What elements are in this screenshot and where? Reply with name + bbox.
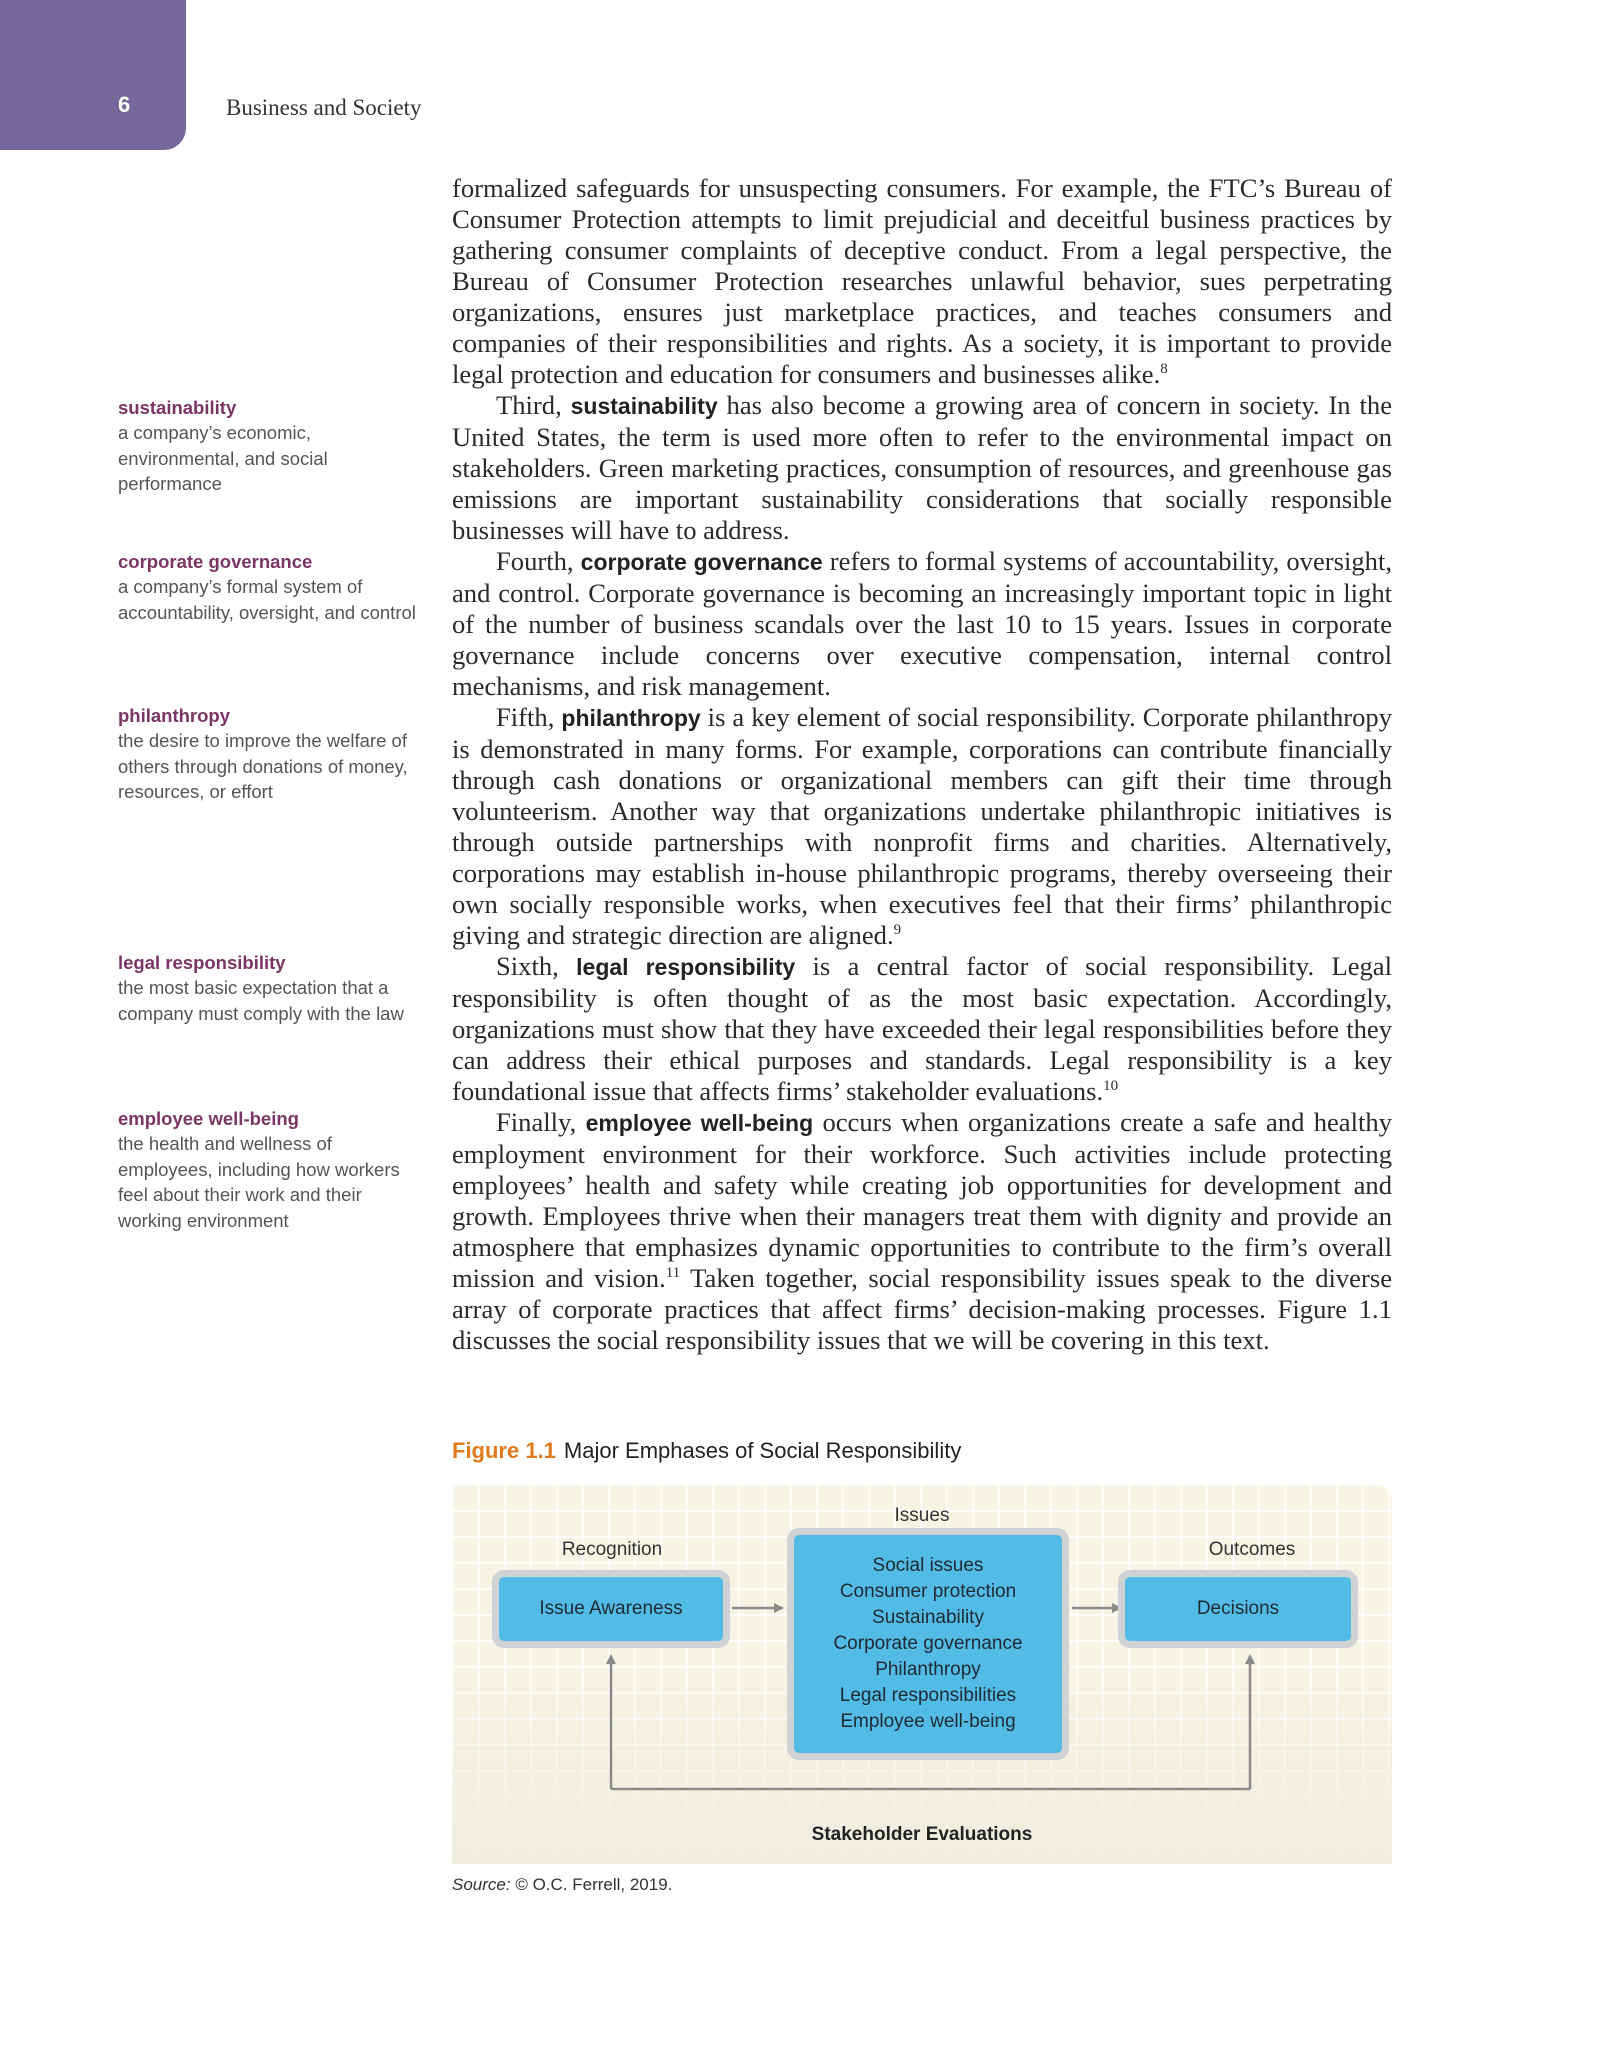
paragraph-sustainability: Third, sustainability has also become a growing area of concern in society. In the United States, the term is used more often to refer to the environmental impact on stakeholders. Green marketing practices, consumption of resources, and greenhouse gas emissions are important sustainability considerations that socially responsible businesses will have to address. bbox=[452, 390, 1392, 545]
issue-item: Consumer protection bbox=[839, 1581, 1017, 1602]
glossary-entry-sustainability bbox=[118, 396, 428, 497]
label-issues: Issues bbox=[894, 1505, 950, 1526]
keyword-corporate-governance: corporate governance bbox=[580, 549, 823, 575]
label-stakeholder-evaluations: Stakeholder Evaluations bbox=[811, 1824, 1033, 1845]
glossary-term: corporate governance bbox=[118, 551, 313, 572]
page-number: 6 bbox=[118, 92, 131, 117]
glossary-term: philanthropy bbox=[118, 705, 231, 726]
social-responsibility-diagram bbox=[452, 1484, 1392, 1864]
issue-item: Legal responsibilities bbox=[839, 1685, 1017, 1706]
glossary-definition: a company’s formal system of accountability, oversight, and control bbox=[118, 576, 416, 623]
issue-item: Employee well-being bbox=[840, 1711, 1016, 1732]
figure-source: Source: © O.C. Ferrell, 2019. bbox=[452, 1875, 673, 1894]
footnote-ref: 11 bbox=[665, 1265, 681, 1282]
figure-title: Major Emphases of Social Responsibility bbox=[563, 1438, 962, 1463]
footnote-ref: 10 bbox=[1103, 1078, 1119, 1095]
keyword-employee-well-being: employee well-being bbox=[585, 1110, 814, 1136]
label-outcomes: Outcomes bbox=[1208, 1539, 1296, 1560]
glossary-definition: a company’s economic, environmental, and social performance bbox=[118, 422, 328, 494]
paragraph-philanthropy: Fifth, philanthropy is a key element of social responsibility. Corporate philanthropy is demonstrated in many forms. For example, corporations can contribute financially through cash donations or organizational members can gift their time through volunteerism. Another way that organizations undertake philanthropic initiatives is through outside partnerships with nonprofit firms and charities. Alternatively, corporations may establish in-house philanthropic programs, thereby overseeing their own socially responsible works, when executives feel that their firms’ philanthropic giving and strategic direction are aligned.$^9$ bbox=[452, 702, 1392, 950]
keyword-sustainability: sustainability bbox=[570, 393, 718, 419]
glossary-term: sustainability bbox=[118, 397, 237, 418]
glossary-term: employee well-being bbox=[118, 1108, 299, 1129]
glossary-definition: the desire to improve the welfare of others through donations of money, resources, or effort bbox=[118, 730, 408, 802]
keyword-philanthropy: philanthropy bbox=[561, 705, 701, 731]
issue-item: Sustainability bbox=[872, 1607, 984, 1628]
body-text bbox=[452, 173, 1392, 1356]
footnote-ref: 8 bbox=[1160, 361, 1168, 378]
paragraph-corporate-governance: Fourth, corporate governance refers to formal systems of accountability, oversight, and control. Corporate governance is becoming an increasingly important topic in light of the number of business scandals over the last 10 to 15 years. Issues in corporate governance include concerns over executive compensation, internal control mechanisms, and risk management. bbox=[452, 546, 1392, 701]
issue-item: Philanthropy bbox=[875, 1659, 981, 1680]
glossary-entry-corporate-governance bbox=[118, 550, 428, 625]
running-head: Business and Society bbox=[226, 95, 422, 120]
figure-caption bbox=[452, 1438, 961, 1464]
issue-item: Social issues bbox=[872, 1555, 984, 1576]
box-decisions: Decisions bbox=[1118, 1570, 1358, 1648]
box-issue-awareness: Issue Awareness bbox=[492, 1570, 730, 1648]
issue-item: Corporate governance bbox=[833, 1633, 1023, 1654]
keyword-legal-responsibility: legal responsibility bbox=[576, 954, 796, 980]
paragraph-legal-responsibility: Sixth, legal responsibility is a central factor of social responsibility. Legal responsibility is often thought of as the most basic expectation. Accordingly, organizations must show that they have exceeded their legal responsibilities before they can address their ethical purposes and standards. Legal responsibility is a key foundational issue that affects firms’ stakeholder evaluations.$^{10}$ bbox=[452, 951, 1392, 1106]
glossary-definition: the health and wellness of employees, including how workers feel about their work and their working environment bbox=[118, 1133, 400, 1231]
paragraph-consumer-protection: formalized safeguards for unsuspecting consumers. For example, the FTC’s Bureau of Consumer Protection attempts to limit prejudicial and deceitful business practices by gathering consumer complaints of deceptive conduct. From a legal perspective, the Bureau of Consumer Protection researches unlawful behavior, sues perpetrating organizations, ensures just marketplace practices, and teaches consumers and companies of their responsibilities and rights. As a society, it is important to provide legal protection and education for consumers and businesses alike.$^8$ bbox=[452, 173, 1392, 389]
glossary-term: legal responsibility bbox=[118, 952, 286, 973]
glossary-entry-philanthropy bbox=[118, 704, 428, 805]
page-number-tab bbox=[0, 0, 186, 150]
glossary-definition: the most basic expectation that a company must comply with the law bbox=[118, 977, 404, 1024]
glossary-entry-employee-well-being bbox=[118, 1107, 428, 1233]
footnote-ref: 9 bbox=[893, 922, 902, 939]
glossary-entry-legal-responsibility bbox=[118, 951, 428, 1026]
label-recognition: Recognition bbox=[561, 1539, 663, 1560]
figure-label: Figure 1.1 bbox=[452, 1438, 556, 1463]
paragraph-employee-well-being: Finally, employee well-being occurs when organizations create a safe and healthy employment environment for their workforce. Such activities include protecting employees’ health and safety while creating job opportunities for development and growth. Employees thrive when their managers treat them with dignity and provide an atmosphere that emphasizes dynamic opportunities to contribute to the firm’s overall mission and vision.$^{11}$ Taken together, social responsibility issues speak to the diverse array of corporate practices that affect firms’ decision-making processes. Figure 1.1 discusses the social responsibility issues that we will be covering in this text. bbox=[452, 1107, 1392, 1355]
box-issues-list bbox=[787, 1528, 1069, 1760]
